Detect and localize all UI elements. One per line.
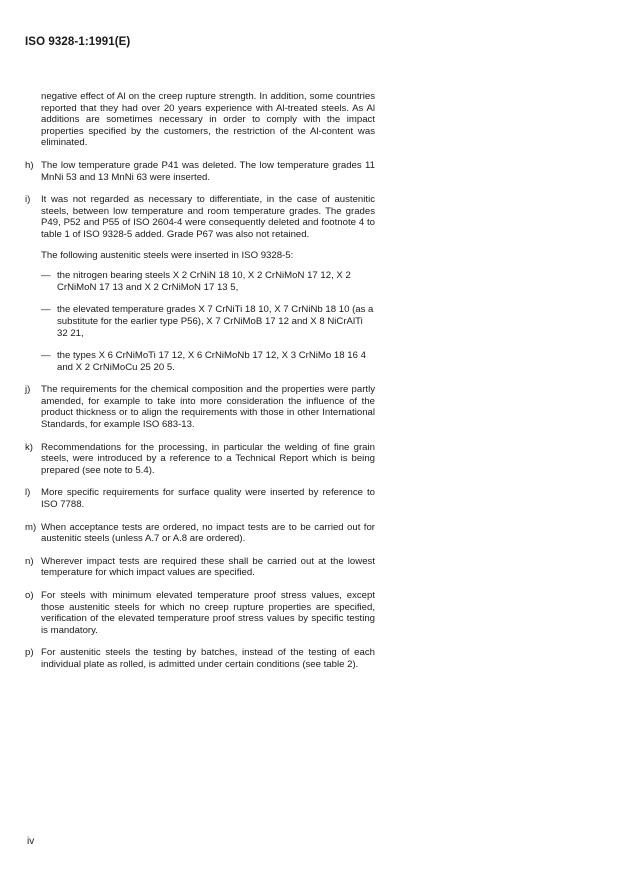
page-number: iv [27, 836, 35, 847]
dash-bullet: — [41, 304, 51, 316]
list-item-o [25, 590, 375, 636]
inserted-steels-intro: The following austenitic steels were inserted in ISO 9328-5: [41, 249, 294, 261]
item-label: i) [25, 194, 31, 206]
item-label: h) [25, 159, 34, 171]
dash-bullet: — [41, 270, 51, 282]
continuation-paragraph: negative effect of Al on the creep rupture strength. In addition, some countries reported that they had over 20 years experience with Al-treated steels. As Al additions are sometimes necessary in order to comply with the impact properties specified by the customers, the restriction of the Al-content was eliminated. [41, 91, 375, 149]
steel-list-item [25, 350, 375, 373]
document-body [25, 91, 375, 671]
list-item-n [25, 556, 375, 579]
item-label: m) [25, 521, 37, 533]
item-text: Recommendations for the processing, in particular the welding of fine grain steels, were introduced by a reference to a Technical Report which is being prepared (see note to 5.4). [41, 441, 375, 476]
list-item-l [25, 487, 375, 510]
document-header: ISO 9328-1:1991(E) [25, 36, 131, 48]
steel-list-item [25, 304, 375, 339]
list-item-j [25, 384, 375, 430]
steel-list-text: the nitrogen bearing steels X 2 CrNiN 18 10, X 2 CrNiMoN 17 12, X 2 CrNiMoN 17 13 and X 2 CrNiMoN 17 13 5, [57, 270, 351, 293]
item-text: For steels with minimum elevated temperature proof stress values, except those austenitic steels for which no creep rupture properties are specified, verification of the elevated temperature proof stress values by specific testing is mandatory. [41, 590, 375, 636]
steel-list-item [25, 270, 375, 293]
item-label: n) [25, 555, 34, 567]
item-text: The low temperature grade P41 was deleted. The low temperature grades 11 MnNi 53 and 13 MnNi 63 were inserted. [41, 159, 375, 183]
item-label: j) [25, 384, 31, 396]
item-label: l) [25, 487, 31, 499]
item-text: The requirements for the chemical composition and the properties were partly amended, for example to take into more consideration the influence of the product thickness or to align the requirements with those in other International Standards, for example ISO 683-13. [41, 384, 375, 431]
list-item-m [25, 522, 375, 545]
list-item-k [25, 442, 375, 477]
item-text: When acceptance tests are ordered, no impact tests are to be carried out for austenitic steels (unless A.7 or A.8 are ordered). [41, 521, 375, 545]
item-text: More specific requirements for surface quality were inserted by reference to ISO 7788. [41, 487, 375, 511]
item-text: It was not regarded as necessary to differentiate, in the case of austenitic steels, between low temperature and room temperature grades. The grades P49, P52 and P55 of ISO 2604-4 were consequently deleted and footnote 4 to table 1 of ISO 9328-5 added. Grade P67 was also not retained. [41, 194, 375, 240]
item-label: o) [25, 590, 34, 601]
item-text: Wherever impact tests are required these shall be carried out at the lowest temperature for which impact values are specified. [41, 555, 375, 579]
item-text: For austenitic steels the testing by batches, instead of the testing of each individual plate as rolled, is admitted under certain conditions (see table 2). [41, 647, 375, 670]
list-item-i [25, 194, 375, 240]
list-item-p [25, 647, 375, 670]
steel-list-text: the types X 6 CrNiMoTi 17 12, X 6 CrNiMoNb 17 12, X 3 CrNiMo 18 16 4 and X 2 CrNiMoCu 25 20 5. [57, 350, 366, 373]
dash-bullet: — [41, 350, 51, 362]
item-label: p) [25, 647, 34, 659]
item-label: k) [25, 441, 33, 453]
list-item-h [25, 160, 375, 183]
steel-list-text: the elevated temperature grades X 7 CrNiTi 18 10, X 7 CrNiNb 18 10 (as a substitute for the earlier type P56), X 7 CrNiMoB 17 12 and X 8 NiCrAlTi 32 21, [57, 304, 374, 339]
